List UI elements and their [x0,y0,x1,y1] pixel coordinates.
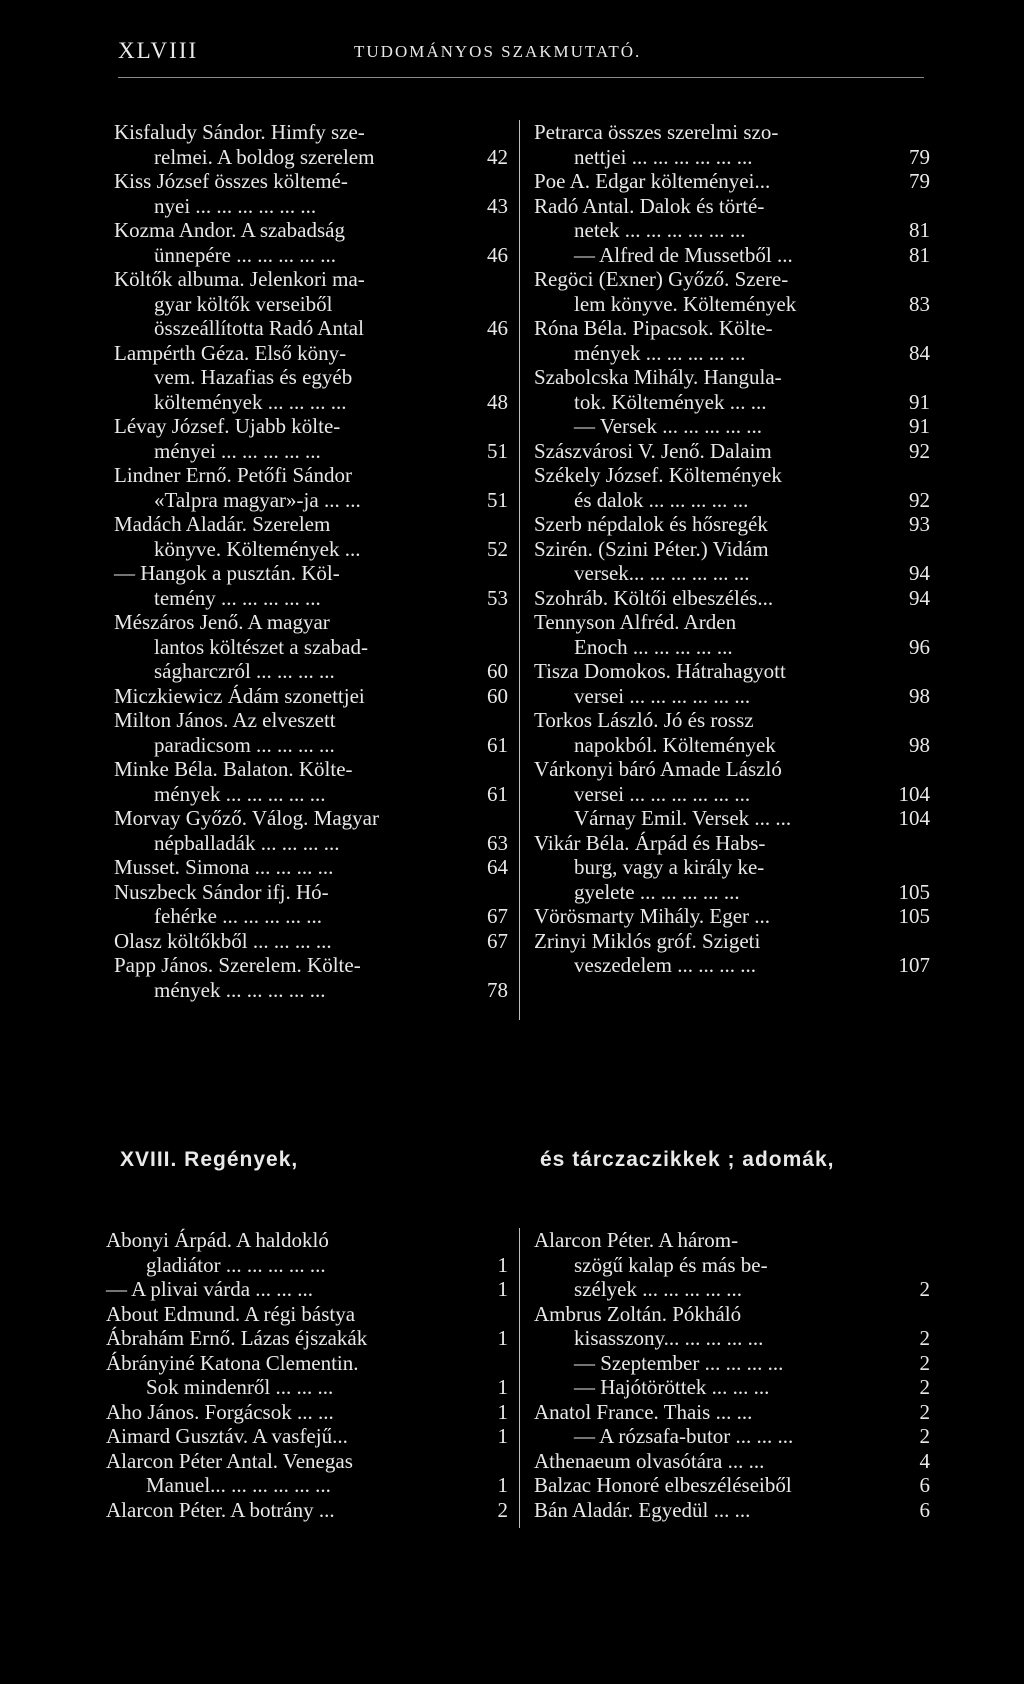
index-entry-line [534,439,930,464]
index-column-left-top [114,120,508,1002]
page-ref: 98 [909,683,930,708]
page-ref: 84 [909,340,930,365]
page-ref: 98 [909,732,930,757]
page-ref: 92 [909,438,930,463]
page-ref: 46 [487,316,508,340]
page-ref: 105 [898,879,930,904]
entry-text: vem. Hazafias és egyéb [154,365,353,389]
page-ref: 51 [487,487,508,512]
entry-text: Aho János. Forgácsok ... ... [106,1399,334,1424]
index-entry-line [534,1277,930,1302]
entry-text: Mészáros Jenő. A magyar [114,610,330,634]
index-entry-line [114,586,508,611]
page-ref: 46 [487,242,508,267]
entry-text: Székely József. Költemények [534,463,782,487]
page-ref: 2 [919,1350,930,1375]
entry-text: lem könyve. Költemények [574,291,797,316]
index-entry-line [106,1473,508,1498]
header-rule [118,77,924,78]
index-entry-line [534,953,930,978]
index-entry-line [534,635,930,660]
page-ref: 2 [919,1424,930,1448]
index-entry-line [114,341,508,366]
entry-text: Kozma Andor. A szabadság [114,218,345,242]
entry-text: Lampérth Géza. Első köny- [114,340,347,365]
entry-text: ményei ... ... ... ... ... [154,438,321,463]
column-divider [519,120,520,1020]
index-entry-line [114,855,508,880]
page-ref: 1 [497,1399,508,1424]
entry-text: versek... ... ... ... ... ... [574,561,750,585]
index-entry-line [534,292,930,317]
page-ref: 94 [909,585,930,610]
page-ref: 51 [487,438,508,463]
index-entry-line [534,365,930,390]
page-ref: 53 [487,585,508,610]
page-ref: 96 [909,634,930,659]
index-entry-line [534,1375,930,1400]
entry-text: Költők albuma. Jelenkori ma- [114,267,365,291]
page-ref: 107 [898,953,930,977]
entry-text: Ábrányiné Katona Clementin. [106,1350,359,1375]
page-ref: 79 [909,144,930,169]
index-entry-line [114,684,508,709]
entry-text: lantos költészet a szabad- [154,634,368,659]
index-entry-line [114,267,508,292]
entry-text: Várnay Emil. Versek ... ... [574,806,792,830]
index-entry-line [534,145,930,170]
index-entry-line [114,194,508,219]
index-entry-line [106,1228,508,1253]
entry-text: mények ... ... ... ... ... [154,781,326,806]
index-entry-line [534,1424,930,1449]
page-ref: 6 [919,1473,930,1497]
index-entry-line [534,1400,930,1425]
entry-text: — A rózsafa-butor ... ... ... [574,1424,794,1448]
entry-text: Alarcon Péter Antal. Venegas [106,1448,353,1473]
entry-text: és dalok ... ... ... ... ... [574,487,749,512]
index-column-right-top [534,120,930,978]
index-entry-line [534,414,930,439]
index-entry-line [114,610,508,635]
entry-text: Manuel... ... ... ... ... ... [146,1473,331,1497]
page-ref: 2 [919,1277,930,1301]
index-entry-line [534,610,930,635]
index-entry-line [114,439,508,464]
page-ref: 1 [497,1277,508,1301]
entry-text: versei ... ... ... ... ... ... [574,683,751,708]
index-entry-line [106,1375,508,1400]
entry-text: — Alfred de Mussetből ... [574,242,793,267]
entry-text: netek ... ... ... ... ... ... [574,218,746,242]
index-entry-line [534,390,930,415]
index-entry-line [106,1424,508,1449]
page-ref: 79 [909,169,930,193]
index-entry-line [534,708,930,733]
index-entry-line [114,733,508,758]
index-entry-line [114,978,508,1003]
page-ref: 1 [497,1424,508,1448]
index-entry-line [534,463,930,488]
entry-text: Anatol France. Thais ... ... [534,1399,753,1424]
entry-text: Szászvárosi V. Jenő. Dalaim [534,438,772,463]
entry-text: mények ... ... ... ... ... [574,340,746,365]
index-entry-line [534,733,930,758]
page-ref: 4 [919,1448,930,1473]
index-entry-line [534,243,930,268]
page-ref: 83 [909,291,930,316]
page-ref: 60 [487,683,508,708]
index-entry-line [114,145,508,170]
index-entry-line [114,904,508,929]
page-ref: 2 [497,1497,508,1522]
entry-text: gyar költők verseiből [154,291,333,316]
index-entry-line [114,512,508,537]
index-entry-line [114,806,508,831]
page-ref: 60 [487,659,508,683]
entry-text: mények ... ... ... ... ... [154,977,326,1002]
entry-text: Regöci (Exner) Győző. Szere- [534,267,789,291]
index-entry-line [534,194,930,219]
entry-text: fehérke ... ... ... ... ... [154,904,322,928]
index-entry-line [114,880,508,905]
entry-text: tok. Költemények ... ... [574,389,767,414]
entry-text: relmei. A boldog szerelem [154,144,375,169]
index-entry-line [114,243,508,268]
running-title: TUDOMÁNYOS SZAKMUTATÓ. [354,42,642,61]
entry-text: — Hangok a pusztán. Köl- [114,561,340,585]
index-entry-line [114,390,508,415]
page-ref: 2 [919,1326,930,1350]
index-entry-line [114,120,508,145]
index-entry-line [534,684,930,709]
index-entry-line [534,316,930,341]
entry-text: Szabolcska Mihály. Hangula- [534,365,782,389]
index-entry-line [114,831,508,856]
page-ref: 52 [487,536,508,561]
page-ref: 61 [487,781,508,806]
index-entry-line [114,488,508,513]
index-entry-line [534,757,930,782]
entry-text: Vörösmarty Mihály. Eger ... [534,904,771,928]
page-ref: 104 [898,806,930,830]
index-entry-line [534,782,930,807]
entry-text: Papp János. Szerelem. Költe- [114,953,361,977]
entry-text: — Hajótöröttek ... ... ... [574,1375,770,1399]
entry-text: ságharczról ... ... ... ... [154,659,335,683]
index-column-right-bottom [534,1228,930,1522]
entry-text: Bán Aladár. Egyedül ... ... [534,1497,751,1522]
index-entry-line [534,488,930,513]
entry-text: Poe A. Edgar költeményei... [534,169,771,193]
index-entry-line [114,659,508,684]
index-entry-line [534,561,930,586]
index-column-left-bottom [106,1228,508,1522]
entry-text: Szerb népdalok és hősregék [534,512,768,536]
index-entry-line [534,806,930,831]
entry-text: Minke Béla. Balaton. Költe- [114,757,353,781]
index-entry-line [534,1302,930,1327]
index-entry-line [114,708,508,733]
page-ref: 48 [487,389,508,414]
entry-text: Nuszbeck Sándor ifj. Hó- [114,879,329,904]
index-entry-line [114,782,508,807]
index-entry-line [534,929,930,954]
entry-text: Ambrus Zoltán. Pókháló [534,1301,742,1326]
entry-text: Szohráb. Költői elbeszélés... [534,585,774,610]
page-ref: 61 [487,732,508,757]
index-entry-line [534,1498,930,1523]
page-ref: 1 [497,1252,508,1277]
entry-text: Zrinyi Miklós gróf. Szigeti [534,928,761,953]
entry-text: Abonyi Árpád. A haldokló [106,1228,329,1252]
index-entry-line [114,929,508,954]
index-entry-line [534,267,930,292]
page-ref: 64 [487,855,508,879]
index-entry-line [534,586,930,611]
page-ref: 67 [487,904,508,928]
page-ref: 67 [487,928,508,953]
entry-text: temény ... ... ... ... ... [154,585,321,610]
entry-text: Balzac Honoré elbeszéléseiből [534,1473,792,1497]
index-entry-line [114,635,508,660]
entry-text: — Szeptember ... ... ... ... [574,1350,784,1375]
index-entry-line [106,1326,508,1351]
index-entry-line [106,1253,508,1278]
index-entry-line [534,855,930,880]
page-ref: 104 [898,781,930,806]
page-ref: 94 [909,561,930,585]
index-entry-line [534,341,930,366]
entry-text: Radó Antal. Dalok és törté- [534,193,765,218]
index-entry-line [114,292,508,317]
index-entry-line [534,1228,930,1253]
page-ref: 42 [487,144,508,169]
entry-text: — A plivai várda ... ... ... [106,1277,314,1301]
index-entry-line [106,1498,508,1523]
entry-text: összeállította Radó Antal [154,316,364,340]
entry-text: kisasszony... ... ... ... ... [574,1326,764,1350]
entry-text: Tennyson Alfréd. Arden [534,610,737,634]
page-ref: 81 [909,242,930,267]
entry-text: Kiss József összes költemé- [114,169,348,193]
page-ref: 1 [497,1473,508,1497]
index-entry-line [114,953,508,978]
entry-text: nyei ... ... ... ... ... ... [154,193,317,218]
entry-text: Morvay Győző. Válog. Magyar [114,806,379,830]
entry-text: ünnepére ... ... ... ... ... [154,242,336,267]
entry-text: Olasz költőkből ... ... ... ... [114,928,332,953]
entry-text: Szirén. (Szini Péter.) Vidám [534,536,769,561]
entry-text: «Talpra magyar»-ja ... ... [154,487,361,512]
entry-text: gladiátor ... ... ... ... ... [146,1252,326,1277]
index-entry-line [106,1449,508,1474]
index-entry-line [534,1253,930,1278]
page-ref: 2 [919,1375,930,1399]
page-ref: 1 [497,1326,508,1350]
index-entry-line [106,1277,508,1302]
index-entry-line [114,169,508,194]
index-entry-line [534,1326,930,1351]
entry-text: Alarcon Péter. A botrány ... [106,1497,335,1522]
column-divider [519,1228,520,1528]
entry-text: Alarcon Péter. A három- [534,1228,739,1252]
entry-text: napokból. Költemények [574,732,776,757]
entry-text: Milton János. Az elveszett [114,708,336,732]
page-header [118,38,928,68]
index-entry-line [534,537,930,562]
entry-text: veszedelem ... ... ... ... [574,953,756,977]
entry-text: paradicsom ... ... ... ... [154,732,335,757]
entry-text: nettjei ... ... ... ... ... ... [574,144,753,169]
page-number: XLVIII [118,38,199,63]
page-ref: 105 [898,904,930,928]
page-ref: 2 [919,1399,930,1424]
entry-text: Torkos László. Jó és rossz [534,708,754,732]
section-heading-left: XVIII. Regények, [120,1148,299,1171]
entry-text: Madách Aladár. Szerelem [114,512,331,536]
page-ref: 63 [487,830,508,855]
entry-text: Athenaeum olvasótára ... ... [534,1448,765,1473]
index-entry-line [534,831,930,856]
page-ref: 1 [497,1375,508,1399]
entry-text: könyve. Költemények ... [154,536,361,561]
index-entry-line [534,1449,930,1474]
section-heading-right: és tárczaczikkek ; adomák, [540,1148,835,1171]
entry-text: szögű kalap és más be- [574,1252,768,1277]
index-entry-line [534,1473,930,1498]
entry-text: Miczkiewicz Ádám szonettjei [114,683,365,708]
page-ref: 78 [487,977,508,1002]
entry-text: — Versek ... ... ... ... ... [574,414,763,438]
index-entry-line [114,463,508,488]
index-entry-line [114,316,508,341]
entry-text: költemények ... ... ... ... [154,389,347,414]
entry-text: Enoch ... ... ... ... ... [574,634,733,659]
index-entry-line [534,512,930,537]
index-entry-line [534,880,930,905]
index-entry-line [114,561,508,586]
index-entry-line [534,904,930,929]
page-ref: 91 [909,389,930,414]
index-entry-line [534,1351,930,1376]
entry-text: Petrarca összes szerelmi szo- [534,120,779,144]
entry-text: Lindner Ernő. Petőfi Sándor [114,463,352,487]
index-entry-line [106,1351,508,1376]
entry-text: Róna Béla. Pipacsok. Költe- [534,316,773,340]
index-entry-line [534,120,930,145]
entry-text: Kisfaludy Sándor. Himfy sze- [114,120,365,144]
index-entry-line [114,218,508,243]
index-entry-line [114,757,508,782]
index-entry-line [114,537,508,562]
entry-text: Tisza Domokos. Hátrahagyott [534,659,786,683]
entry-text: Aimard Gusztáv. A vasfejű... [106,1424,348,1448]
page-ref: 43 [487,193,508,218]
page-ref: 6 [919,1497,930,1522]
entry-text: versei ... ... ... ... ... ... [574,781,751,806]
index-entry-line [534,169,930,194]
entry-text: Musset. Simona ... ... ... ... [114,855,334,879]
entry-text: népballadák ... ... ... ... [154,830,340,855]
page-ref: 93 [909,512,930,536]
index-entry-line [106,1302,508,1327]
page-ref: 91 [909,414,930,438]
page-ref: 92 [909,487,930,512]
entry-text: szélyek ... ... ... ... ... [574,1277,742,1301]
entry-text: About Edmund. A régi bástya [106,1301,356,1326]
entry-text: Várkonyi báró Amade László [534,757,782,781]
index-entry-line [534,659,930,684]
index-entry-line [106,1400,508,1425]
entry-text: Vikár Béla. Árpád és Habs- [534,830,766,855]
entry-text: Ábrahám Ernő. Lázas éjszakák [106,1326,368,1350]
index-entry-line [114,414,508,439]
index-entry-line [534,218,930,243]
entry-text: Sok mindenről ... ... ... [146,1375,334,1399]
entry-text: burg, vagy a király ke- [574,855,765,879]
entry-text: Lévay József. Ujabb költe- [114,414,341,438]
page-ref: 81 [909,218,930,242]
entry-text: gyelete ... ... ... ... ... [574,879,740,904]
index-entry-line [114,365,508,390]
